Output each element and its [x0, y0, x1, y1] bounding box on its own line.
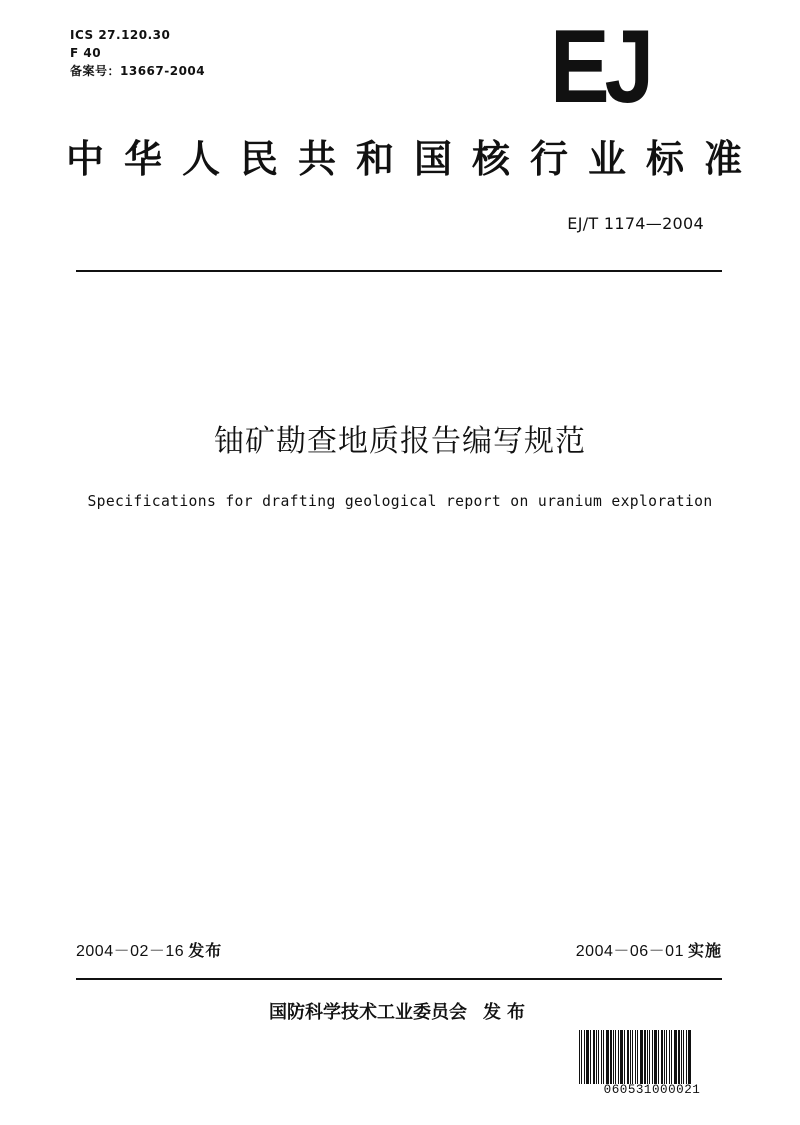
top-divider — [76, 270, 722, 272]
barcode-number: 060531000021 — [603, 1083, 701, 1097]
issue-date-line — [76, 938, 222, 961]
publisher-name: 国防科学技术工业委员会 — [269, 1002, 467, 1023]
barcode — [578, 1030, 726, 1084]
implement-date: 2004－06－01 — [575, 943, 684, 960]
ej-logo: EJ — [550, 9, 650, 125]
standard-number: EJ/T 1174—2004 — [567, 214, 704, 233]
bottom-divider — [76, 978, 722, 980]
implement-date-line — [576, 938, 722, 961]
title-chinese: 铀矿勘查地质报告编写规范 — [214, 424, 586, 459]
ccs-code: F 40 — [70, 46, 102, 60]
publisher-verb: 发布 — [483, 1002, 531, 1023]
standard-category: 中华人民共和国核行业标准 — [66, 136, 763, 181]
ics-code: ICS 27.120.30 — [70, 28, 171, 42]
issue-label: 发布 — [188, 941, 223, 960]
filing-number: 备案号：13667-2004 — [70, 64, 206, 78]
issue-date: 2004－02－16 — [76, 943, 185, 960]
title-english: Specifications for drafting geological report on uranium exploration — [87, 493, 713, 510]
publisher — [0, 1000, 800, 1026]
implement-label: 实施 — [687, 941, 722, 960]
